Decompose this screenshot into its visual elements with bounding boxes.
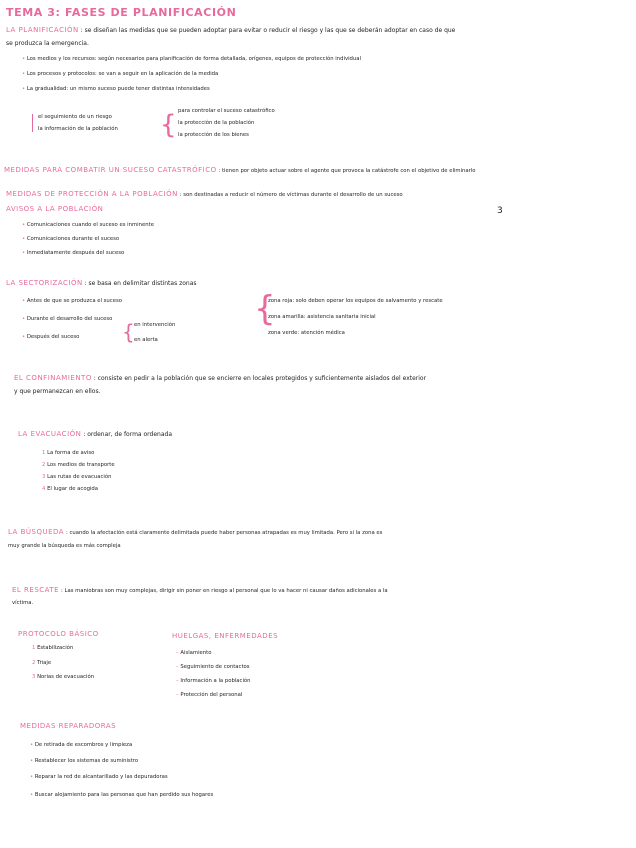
left-brace [32,114,33,132]
list-item: 4 El lugar de acogida [42,486,99,492]
enfermedades-heading: HUELGAS, ENFERMEDADES [172,632,279,640]
rescate-text-1: : Las maniobras son muy complejas, dirigir sin poner en riesgo al personal que lo va hacer ni causar daños adicionales a la [61,588,388,594]
list-item: • Reparar la red de alcantarillado y las depuradoras [30,774,168,780]
planificacion-heading: LA PLANIFICACIÓN [6,26,79,34]
list-item: • De retirada de escombros y limpieza [30,742,133,748]
brace-glyph: { [122,320,135,344]
medidas-combatir-heading: MEDIDAS PARA COMBATIR UN SUCESO CATASTRÓFICO [4,166,217,174]
list-item: 3 Norias de evacuación [32,674,95,680]
confinamiento-line1 [14,374,426,382]
list-item: 3 Las rutas de evacuación [42,474,112,480]
medidas-proteccion-heading: MEDIDAS DE PROTECCIÓN A LA POBLACIÓN [6,190,178,198]
list-item: 1 La forma de aviso [42,450,95,456]
brace-glyph: { [254,289,276,329]
protocolo-heading: PROTOCOLO BÁSICO [18,630,99,638]
list-item: • Durante el desarrollo del suceso [22,316,113,322]
sectorizacion-text: : se basa en delimitar distintas zonas [84,280,197,287]
medidas-proteccion-text: : son destinadas a reducir el número de víctimas durante el desarrollo de un suceso [179,192,403,198]
busqueda-text-2: muy grande la búsqueda es más compleja [8,543,121,549]
list-item: • Comunicaciones cuando el suceso es inminente [22,222,154,228]
list-item: • Los medios y los recursos: según necesarios para planificación de forma detallada, orígenes, equipos de protección individual [22,56,361,62]
evacuacion-text: : ordenar, de forma ordenada [83,431,173,438]
rescate-text-2: víctima. [12,600,34,606]
list-item: • La gradualidad: un mismo suceso puede tener distintas intensidades [22,86,210,92]
list-item: • Los procesos y protocolos: se van a seguir en la aplicación de la medida [22,71,219,77]
medidas-combatir-line [4,166,476,174]
list-item: – Aislamiento [176,650,212,656]
sectorizacion-heading: LA SECTORIZACIÓN [6,279,83,287]
page-mark: 3 [497,206,503,216]
list-item: – Información a la población [176,678,251,684]
list-item: – Protección del personal [176,692,243,698]
busqueda-line1 [8,528,382,536]
evacuacion-line [18,430,172,438]
evacuacion-heading: LA EVACUACIÓN [18,430,82,438]
reparadoras-heading: MEDIDAS REPARADORAS [20,722,117,730]
list-item: – Seguimiento de contactos [176,664,250,670]
list-item: • Inmediatamente después del suceso [22,250,125,256]
confinamiento-text-1: : consiste en pedir a la población que se encierre en locales protegidos y suficientemente aislados del exterior [93,375,427,382]
sectorizacion-line [6,279,197,287]
rescate-heading: EL RESCATE [12,586,60,594]
list-item: para controlar el suceso catastrófico [178,108,275,114]
busqueda-text-1: : cuando la afectación está claramente delimitada puede haber personas atrapadas es muy limitada. Pero si la zona es [65,530,383,536]
list-item: zona amarilla: asistencia sanitaria inicial [268,314,376,320]
list-item: • Buscar alojamiento para las personas que han perdido sus hogares [30,792,214,798]
confinamiento-text-2: y que permanezcan en ellos. [14,388,101,395]
list-item: zona verde: atención médica [268,330,345,336]
medidas-combatir-text: : tienen por objeto actuar sobre el agente que provoca la catástrofe con el objetivo de eliminarlo [218,168,476,174]
planificacion-line1 [6,26,455,34]
page-title: TEMA 3: FASES DE PLANIFICACIÓN [6,6,237,19]
medidas-proteccion-line [6,190,403,198]
brace-glyph: { [160,110,177,140]
list-item: • Antes de que se produzca el suceso [22,298,122,304]
confinamiento-heading: EL CONFINAMIENTO [14,374,92,382]
list-item: • Restablecer los sistemas de suministro [30,758,139,764]
list-item: la protección de los bienes [178,132,249,138]
list-item: 2 Triaje [32,660,52,666]
avisos-heading: AVISOS A LA POBLACIÓN [6,205,104,213]
list-item: la información de la población [38,126,118,132]
list-item: 2 Los medios de transporte [42,462,115,468]
list-item: la protección de la población [178,120,255,126]
planificacion-intro-2: se produzca la emergencia. [6,40,89,47]
list-item: • Después del suceso [22,334,80,340]
list-item: zona roja: solo deben operar los equipos de salvamento y rescate [268,298,443,304]
list-item: en alerta [134,337,158,343]
busqueda-heading: LA BÚSQUEDA [8,528,65,536]
list-item: el seguimiento de un riesgo [38,114,112,120]
list-item: 1 Estabilización [32,645,74,651]
list-item: • Comunicaciones durante el suceso [22,236,120,242]
list-item: en intervención [134,322,176,328]
rescate-line1 [12,586,388,594]
planificacion-intro-1: : se diseñan las medidas que se pueden adoptar para evitar o reducir el riesgo y las que se deberán adoptar en caso de que [80,27,456,34]
